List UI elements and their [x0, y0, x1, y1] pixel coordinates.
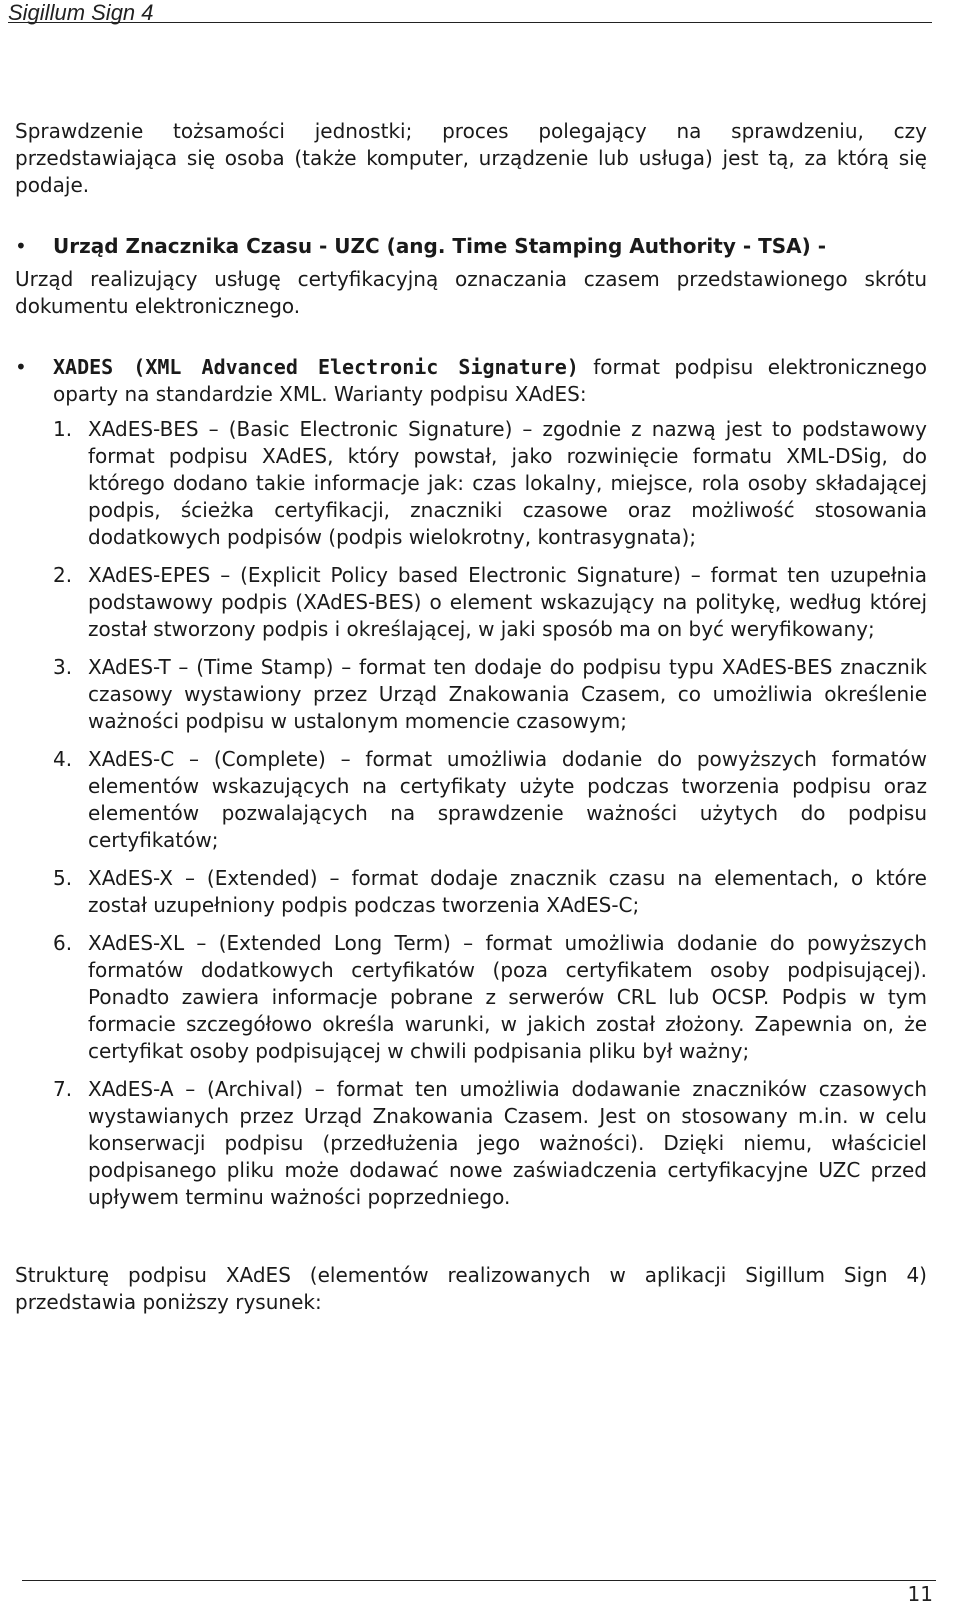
bullet-body-xades: format podpisu elektronicznego oparty na standardzie XML. Warianty podpisu XAdES: [53, 355, 927, 406]
page-number: 11 [907, 1582, 933, 1606]
list-item-text: XAdES-EPES – (Explicit Policy based Electronic Signature) – format ten uzupełnia podstawowy podpis (XAdES-BES) o element wskazujący na politykę, według której został stworzony podpis i określającej, w jaki sposób ma on być weryfikowany; [88, 563, 927, 641]
list-item-text: XAdES-BES – (Basic Electronic Signature) – zgodnie z nazwą jest to podstawowy format podpisu XAdES, który powstał, jako rozwinięcie formatu XML-DSig, do którego dodano takie informacje jak: czas lokalny, miejsce, rola osoby składającej podpis, ścieżka certyfikacji, znaczniki czasowe oraz możliwość stosowania dodatkowych podpisów (podpis wielokrotny, kontrasygnata); [88, 417, 927, 549]
footer-rule [22, 1580, 936, 1581]
list-item [15, 654, 927, 735]
list-item-number: 6. [53, 931, 73, 955]
list-item-number: 4. [53, 747, 73, 771]
list-item-number: 1. [53, 417, 73, 441]
list-item [15, 865, 927, 919]
list-item [15, 416, 927, 551]
page-content [15, 118, 927, 1316]
bullet-icon: • [15, 234, 27, 258]
bullet-term-uzc: Urząd Znacznika Czasu - UZC (ang. Time Stamping Authority - TSA) - [53, 234, 827, 258]
bullet-body-uzc: Urząd realizujący usługę certyfikacyjną oznaczania czasem przedstawionego skrótu dokumentu elektronicznego. [15, 267, 927, 318]
list-item-number: 2. [53, 563, 73, 587]
list-item-text: XAdES-XL – (Extended Long Term) – format umożliwia dodanie do powyższych formatów dodatkowych certyfikatów (poza certyfikatem osoby podpisującej). Ponadto zawiera informacje pobrane z serwerów CRL lub OCSP. Podpis w tym formacie szczegółowo określa warunki, w jakich został złożony. Zapewnia on, że certyfikat osoby podpisującej w chwili podpisania pliku był ważny; [88, 931, 927, 1063]
final-paragraph: Strukturę podpisu XAdES (elementów realizowanych w aplikacji Sigillum Sign 4) przedstawia poniższy rysunek: [15, 1263, 927, 1314]
list-item-number: 3. [53, 655, 73, 679]
bullet-icon: • [15, 355, 27, 379]
list-item-text: XAdES-C – (Complete) – format umożliwia dodanie do powyższych formatów elementów wskazujących na certyfikaty użyte podczas tworzenia podpisu oraz elementów pozwalających na sprawdzenie ważności użytych do podpisu certyfikatów; [88, 747, 927, 852]
list-item [15, 562, 927, 643]
list-item-number: 7. [53, 1077, 73, 1101]
list-item-number: 5. [53, 866, 73, 890]
list-item [15, 746, 927, 854]
bullet-item-uzc [15, 233, 927, 260]
header-rule [8, 22, 932, 23]
bullet-term-xades: XADES (XML Advanced Electronic Signature) [53, 355, 579, 379]
running-header-title: Sigillum Sign 4 [8, 0, 154, 25]
list-item-text: XAdES-A – (Archival) – format ten umożliwia dodawanie znaczników czasowych wystawianych przez Urząd Znakowania Czasem. Jest on stosowany m.in. w celu konserwacji podpisu (przedłużenia jego ważności). Dzięki niemu, właściciel podpisanego pliku może dodawać nowe zaświadczenia certyfikacyjne UZC przed upływem terminu ważności poprzedniego. [88, 1077, 927, 1209]
list-item-text: XAdES-T – (Time Stamp) – format ten dodaje do podpisu typu XAdES-BES znacznik czasowy wystawiony przez Urząd Znakowania Czasem, co umożliwia określenie ważności podpisu w ustalonym momencie czasowym; [88, 655, 927, 733]
list-item [15, 1076, 927, 1211]
bullet-item-xades [15, 354, 927, 408]
intro-paragraph: Sprawdzenie tożsamości jednostki; proces polegający na sprawdzeniu, czy przedstawiająca się osoba (także komputer, urządzenie lub usługa) jest tą, za którą się podaje. [15, 119, 927, 197]
xades-variants-list [15, 416, 927, 1211]
list-item-text: XAdES-X – (Extended) – format dodaje znacznik czasu na elementach, o które został uzupełniony podpis podczas tworzenia XAdES-C; [88, 866, 927, 917]
list-item [15, 930, 927, 1065]
